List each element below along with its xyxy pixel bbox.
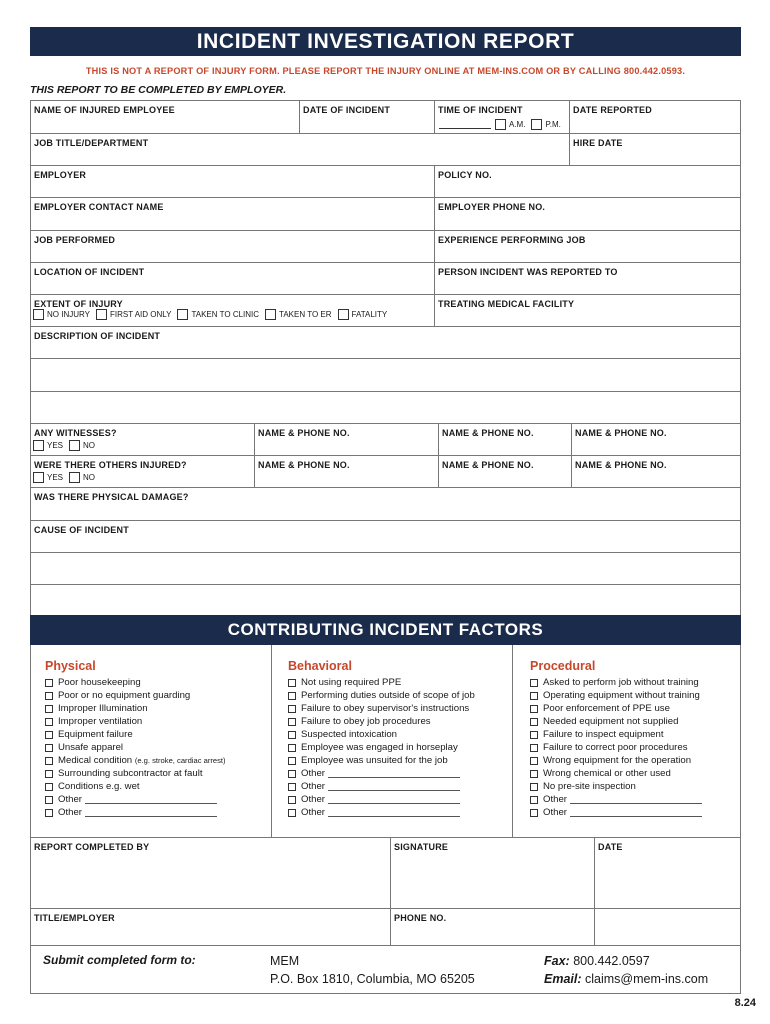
physical-item-label: Improper ventilation [58, 716, 143, 727]
checkbox-icon[interactable] [288, 796, 296, 804]
date-field[interactable] [594, 838, 740, 908]
medical-condition-note: (e.g. stroke, cardiac arrest) [134, 756, 226, 765]
checkbox-icon[interactable] [530, 718, 538, 726]
behavioral-item-label: Not using required PPE [301, 677, 402, 688]
job-performed-field[interactable] [31, 231, 434, 262]
job-title-label: JOB TITLE/DEPARTMENT [34, 138, 149, 148]
other-blank[interactable] [85, 809, 217, 817]
behavioral-item-label: Other [301, 794, 325, 805]
checkbox-icon[interactable] [530, 796, 538, 804]
factors-title: CONTRIBUTING INCIDENT FACTORS [30, 615, 741, 645]
employer-phone-field[interactable] [434, 198, 742, 230]
others-injured-field [31, 456, 254, 487]
physical-item-label: Improper Illumination [58, 703, 148, 714]
cause-line-3[interactable] [31, 585, 740, 616]
behavioral-item-other[interactable] [288, 767, 512, 780]
fax-line [544, 952, 708, 970]
behavioral-item-label: Failure to obey supervisor's instructions [301, 703, 470, 714]
procedural-item-label: No pre-site inspection [543, 781, 636, 792]
procedural-item-label: Failure to inspect equipment [543, 729, 664, 740]
injured-name-2[interactable] [438, 456, 571, 487]
date-reported-label: DATE REPORTED [573, 105, 652, 115]
hire-date-label: HIRE DATE [573, 138, 623, 148]
physical-item[interactable] [45, 689, 271, 702]
checkbox-icon[interactable] [45, 796, 53, 804]
behavioral-item-other[interactable] [288, 806, 512, 819]
procedural-item[interactable] [530, 702, 742, 715]
physical-item-label: Other [58, 807, 82, 818]
physical-item-other[interactable] [45, 806, 271, 819]
checkbox-icon[interactable] [45, 770, 53, 778]
row-employer-contact [31, 198, 740, 231]
description-field[interactable] [31, 327, 740, 359]
email-label: Email: [544, 972, 582, 986]
time-of-incident-field[interactable] [434, 101, 569, 133]
other-blank[interactable] [328, 796, 460, 804]
submit-info [30, 944, 741, 994]
signature-label: SIGNATURE [394, 842, 449, 852]
title-employer-field[interactable] [31, 909, 390, 945]
phone-field[interactable] [390, 909, 594, 945]
behavioral-item-label: Other [301, 781, 325, 792]
checkbox-icon[interactable] [45, 757, 53, 765]
extent-field [31, 295, 434, 326]
behavioral-item-other[interactable] [288, 793, 512, 806]
behavioral-heading: Behavioral [288, 659, 352, 673]
policy-no-field[interactable] [434, 166, 742, 197]
employer-contact-label: EMPLOYER CONTACT NAME [34, 202, 164, 212]
behavioral-item[interactable] [288, 689, 512, 702]
form-title: INCIDENT INVESTIGATION REPORT [30, 27, 741, 56]
physical-item[interactable] [45, 728, 271, 741]
physical-item-label: Poor housekeeping [58, 677, 141, 688]
title-employer-label: TITLE/EMPLOYER [34, 913, 115, 923]
injured-name-2-label: NAME & PHONE NO. [442, 460, 534, 470]
behavioral-item-other[interactable] [288, 780, 512, 793]
physical-item-label: Conditions e.g. wet [58, 781, 140, 792]
physical-item-label: Unsafe apparel [58, 742, 124, 753]
cause-line-2[interactable] [31, 553, 740, 585]
completed-by-label: REPORT COMPLETED BY [34, 842, 150, 852]
am-checkbox[interactable] [495, 119, 506, 130]
row-witnesses [31, 424, 740, 456]
witness-name-3[interactable] [571, 424, 742, 455]
injury-report-notice: THIS IS NOT A REPORT OF INJURY FORM. PLEASE REPORT THE INJURY ONLINE AT MEM-INS.COM OR BY CALLING 800.442.0593. [85, 66, 686, 76]
physical-item-other[interactable] [45, 793, 271, 806]
witness-name-1-label: NAME & PHONE NO. [258, 428, 350, 438]
checkbox-icon[interactable] [45, 731, 53, 739]
phone-label: PHONE NO. [394, 913, 447, 923]
witnesses-label: ANY WITNESSES? [34, 428, 117, 438]
date-label: DATE [598, 842, 623, 852]
behavioral-item-label: Employee was engaged in horseplay [301, 742, 458, 753]
checkbox-icon[interactable] [288, 744, 296, 752]
checkbox-icon[interactable] [530, 757, 538, 765]
location-label: LOCATION OF INCIDENT [34, 267, 145, 277]
cause-label: CAUSE OF INCIDENT [34, 525, 129, 535]
other-blank[interactable] [570, 796, 702, 804]
physical-item[interactable] [45, 780, 271, 793]
checkbox-icon[interactable] [288, 809, 296, 817]
procedural-item[interactable] [530, 728, 742, 741]
physical-column [31, 645, 271, 838]
hire-date-field[interactable] [569, 134, 742, 165]
pm-label: P.M. [545, 120, 561, 129]
behavioral-item-label: Other [301, 807, 325, 818]
procedural-item-label: Failure to correct poor procedures [543, 742, 688, 753]
others-yes-checkbox[interactable] [33, 472, 44, 483]
behavioral-column [271, 645, 513, 838]
description-line-3[interactable] [31, 392, 740, 424]
mailing-address [270, 952, 475, 988]
others-no-label: NO [83, 473, 96, 482]
checkbox-icon[interactable] [45, 705, 53, 713]
reported-to-label: PERSON INCIDENT WAS REPORTED TO [438, 267, 618, 277]
witness-name-2[interactable] [438, 424, 571, 455]
physical-damage-label: WAS THERE PHYSICAL DAMAGE? [34, 492, 189, 502]
form-version: 8.24 [734, 997, 756, 1009]
witnesses-field [31, 424, 254, 455]
reported-to-field[interactable] [434, 263, 742, 294]
other-blank[interactable] [328, 783, 460, 791]
checkbox-icon[interactable] [45, 783, 53, 791]
other-blank[interactable] [328, 809, 460, 817]
blank-field [594, 909, 740, 945]
report-completion-section [30, 837, 741, 946]
checkbox-icon[interactable] [45, 809, 53, 817]
physical-item-medical[interactable] [45, 754, 271, 767]
behavioral-item-label: Other [301, 768, 325, 779]
time-of-incident-label: TIME OF INCIDENT [438, 105, 523, 115]
time-blank[interactable] [439, 121, 491, 129]
description-label: DESCRIPTION OF INCIDENT [34, 331, 161, 341]
behavioral-item[interactable] [288, 754, 512, 767]
completed-by-field[interactable] [31, 838, 390, 908]
procedural-item[interactable] [530, 676, 742, 689]
physical-heading: Physical [45, 659, 96, 673]
checkbox-icon[interactable] [288, 679, 296, 687]
procedural-item-label: Wrong equipment for the operation [543, 755, 692, 766]
others-yes-label: YES [47, 473, 64, 482]
medical-condition-label: Medical condition [58, 755, 133, 766]
witnesses-yes-label: YES [47, 441, 64, 450]
er-checkbox[interactable] [265, 309, 276, 320]
checkbox-icon[interactable] [288, 757, 296, 765]
checkbox-icon[interactable] [530, 731, 538, 739]
procedural-item-label: Operating equipment without training [543, 690, 700, 701]
procedural-item-label: Poor enforcement of PPE use [543, 703, 670, 714]
checkbox-icon[interactable] [45, 679, 53, 687]
others-no-checkbox[interactable] [69, 472, 80, 483]
witnesses-no-label: NO [83, 441, 96, 450]
checkbox-icon[interactable] [288, 770, 296, 778]
procedural-heading: Procedural [530, 659, 596, 673]
first-aid-label: FIRST AID ONLY [109, 310, 172, 319]
injured-name-3-label: NAME & PHONE NO. [575, 460, 667, 470]
first-aid-checkbox[interactable] [96, 309, 107, 320]
am-label: A.M. [509, 120, 526, 129]
behavioral-item-label: Performing duties outside of scope of job [301, 690, 475, 701]
procedural-item-label: Other [543, 807, 567, 818]
physical-damage-field[interactable] [31, 488, 740, 521]
no-injury-label: NO INJURY [47, 310, 90, 319]
procedural-item[interactable] [530, 754, 742, 767]
checkbox-icon[interactable] [45, 744, 53, 752]
row-location [31, 263, 740, 295]
description-line-2[interactable] [31, 359, 740, 392]
row-title-employer [31, 909, 740, 945]
procedural-item[interactable] [530, 689, 742, 702]
injured-employee-label: NAME OF INJURED EMPLOYEE [34, 105, 175, 115]
physical-item[interactable] [45, 702, 271, 715]
procedural-item-label: Wrong chemical or other used [543, 768, 671, 779]
checkbox-icon[interactable] [288, 718, 296, 726]
other-blank[interactable] [570, 809, 702, 817]
employer-label: EMPLOYER [34, 170, 87, 180]
checkbox-icon[interactable] [530, 809, 538, 817]
witnesses-no-checkbox[interactable] [69, 440, 80, 451]
pm-checkbox[interactable] [531, 119, 542, 130]
physical-item[interactable] [45, 676, 271, 689]
others-injured-label: WERE THERE OTHERS INJURED? [34, 460, 187, 470]
procedural-item[interactable] [530, 715, 742, 728]
row-completed-by [31, 838, 740, 909]
procedural-column [513, 645, 742, 838]
row-job-performed [31, 231, 740, 263]
injured-employee-field[interactable] [31, 101, 299, 133]
clinic-checkbox[interactable] [177, 309, 188, 320]
checkbox-icon[interactable] [530, 770, 538, 778]
po-box: P.O. Box 1810, Columbia, MO 65205 [270, 972, 475, 986]
employer-phone-label: EMPLOYER PHONE NO. [438, 202, 546, 212]
row-employer [31, 166, 740, 198]
employer-field[interactable] [31, 166, 434, 197]
checkbox-icon[interactable] [530, 744, 538, 752]
employer-note: THIS REPORT TO BE COMPLETED BY EMPLOYER. [30, 84, 287, 96]
procedural-item[interactable] [530, 767, 742, 780]
procedural-item-label: Other [543, 794, 567, 805]
submit-label: Submit completed form to: [43, 953, 196, 967]
procedural-item-other[interactable] [530, 806, 742, 819]
injured-name-1-label: NAME & PHONE NO. [258, 460, 350, 470]
contact-info [544, 952, 708, 988]
policy-no-label: POLICY NO. [438, 170, 492, 180]
physical-item-label: Surrounding subcontractor at fault [58, 768, 203, 779]
checkbox-icon[interactable] [288, 731, 296, 739]
employer-contact-field[interactable] [31, 198, 434, 230]
company-name: MEM [270, 954, 300, 968]
checkbox-icon[interactable] [288, 783, 296, 791]
row-extent [31, 295, 740, 327]
other-blank[interactable] [328, 770, 460, 778]
checkbox-icon[interactable] [45, 718, 53, 726]
incident-details-form [30, 100, 741, 616]
witness-name-2-label: NAME & PHONE NO. [442, 428, 534, 438]
physical-item-label: Poor or no equipment guarding [58, 690, 191, 701]
no-injury-checkbox[interactable] [33, 309, 44, 320]
behavioral-item[interactable] [288, 702, 512, 715]
checkbox-icon[interactable] [530, 705, 538, 713]
checkbox-icon[interactable] [530, 679, 538, 687]
row-employee-dates [31, 101, 740, 134]
treating-facility-field[interactable] [434, 295, 742, 326]
row-others-injured [31, 456, 740, 488]
date-of-incident-label: DATE OF INCIDENT [303, 105, 391, 115]
physical-item[interactable] [45, 767, 271, 780]
date-of-incident-field[interactable] [299, 101, 434, 133]
fax-label: Fax: [544, 954, 570, 968]
injured-name-1[interactable] [254, 456, 438, 487]
cause-field[interactable] [31, 521, 740, 553]
er-label: TAKEN TO ER [279, 310, 332, 319]
checkbox-icon[interactable] [45, 692, 53, 700]
physical-item-label: Other [58, 794, 82, 805]
witness-name-3-label: NAME & PHONE NO. [575, 428, 667, 438]
extent-label: EXTENT OF INJURY [34, 299, 123, 309]
checkbox-icon[interactable] [530, 692, 538, 700]
behavioral-item-label: Employee was unsuited for the job [301, 755, 448, 766]
witness-name-1[interactable] [254, 424, 438, 455]
other-blank[interactable] [85, 796, 217, 804]
checkbox-icon[interactable] [288, 692, 296, 700]
email-link[interactable]: claims@mem-ins.com [585, 972, 709, 986]
fax-number: 800.442.0597 [573, 954, 650, 968]
behavioral-item-label: Failure to obey job procedures [301, 716, 431, 727]
job-title-field[interactable] [31, 134, 569, 165]
signature-field[interactable] [390, 838, 594, 908]
job-performed-label: JOB PERFORMED [34, 235, 116, 245]
physical-item[interactable] [45, 715, 271, 728]
location-field[interactable] [31, 263, 434, 294]
experience-label: EXPERIENCE PERFORMING JOB [438, 235, 586, 245]
date-reported-field[interactable] [569, 101, 742, 133]
row-job-title [31, 134, 740, 166]
behavioral-item[interactable] [288, 741, 512, 754]
physical-item[interactable] [45, 741, 271, 754]
experience-field[interactable] [434, 231, 742, 262]
procedural-item-label: Asked to perform job without training [543, 677, 699, 688]
clinic-label: TAKEN TO CLINIC [191, 310, 260, 319]
fatality-checkbox[interactable] [338, 309, 349, 320]
checkbox-icon[interactable] [288, 705, 296, 713]
checkbox-icon[interactable] [530, 783, 538, 791]
fatality-label: FATALITY [351, 310, 388, 319]
behavioral-item[interactable] [288, 728, 512, 741]
behavioral-item-label: Suspected intoxication [301, 729, 397, 740]
procedural-item[interactable] [530, 741, 742, 754]
behavioral-item[interactable] [288, 676, 512, 689]
behavioral-item[interactable] [288, 715, 512, 728]
injured-name-3[interactable] [571, 456, 742, 487]
email-line [544, 970, 708, 988]
procedural-item-label: Needed equipment not supplied [543, 716, 679, 727]
procedural-item[interactable] [530, 780, 742, 793]
witnesses-yes-checkbox[interactable] [33, 440, 44, 451]
contributing-factors [30, 645, 741, 838]
physical-item-label: Equipment failure [58, 729, 133, 740]
treating-facility-label: TREATING MEDICAL FACILITY [438, 299, 575, 309]
procedural-item-other[interactable] [530, 793, 742, 806]
